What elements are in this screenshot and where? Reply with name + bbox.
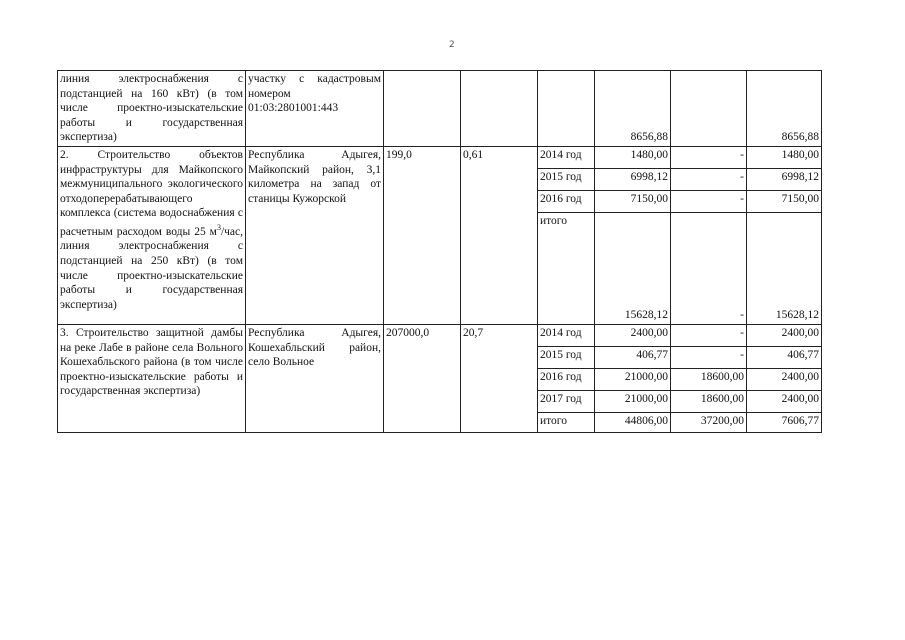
- amount-federal: -: [671, 324, 747, 346]
- investment-table: [57, 70, 822, 433]
- period-cell: [538, 71, 595, 147]
- object-name: 2. Строительство объектов инфраструктуры для Майкопского межмуниципального экологического отходоперерабатывающего комплекса (система водоснабжения с расчетным расходом воды 25 $м^3$/час, линия электроснабжения с подстанцией на 250 кВт) (в том числе проектно-изыскательские работы и государственная экспертиза): [58, 146, 246, 324]
- amount-regional: 8656,88: [747, 71, 822, 147]
- period-cell: 2014 год: [538, 324, 595, 346]
- extra-cell: [461, 71, 538, 147]
- period-cell: итого: [538, 412, 595, 432]
- table-row: [58, 71, 822, 147]
- object-location: Республика Адыгея, Кошехабльский район, село Вольное: [246, 324, 384, 432]
- amount-all: 15628,12: [595, 212, 671, 324]
- amount-all: 8656,88: [595, 71, 671, 147]
- amount-all: 406,77: [595, 346, 671, 368]
- amount-regional: 6998,12: [747, 168, 822, 190]
- amount-all: 44806,00: [595, 412, 671, 432]
- capacity-cell: 199,0: [384, 146, 461, 324]
- amount-regional: 7150,00: [747, 190, 822, 212]
- amount-regional: 406,77: [747, 346, 822, 368]
- amount-all: 21000,00: [595, 390, 671, 412]
- object-location: участку с кадастровым номером 01:03:2801001:443: [246, 71, 384, 147]
- period-cell: 2015 год: [538, 168, 595, 190]
- extra-cell: 0,61: [461, 146, 538, 324]
- amount-federal: [671, 71, 747, 147]
- amount-regional: 2400,00: [747, 324, 822, 346]
- amount-federal: -: [671, 168, 747, 190]
- table-row: [58, 146, 822, 168]
- amount-regional: 1480,00: [747, 146, 822, 168]
- period-cell: 2015 год: [538, 346, 595, 368]
- extra-cell: 20,7: [461, 324, 538, 432]
- amount-federal: 37200,00: [671, 412, 747, 432]
- amount-all: 21000,00: [595, 368, 671, 390]
- period-cell: 2016 год: [538, 190, 595, 212]
- period-cell: 2017 год: [538, 390, 595, 412]
- amount-federal: -: [671, 190, 747, 212]
- amount-regional: 2400,00: [747, 390, 822, 412]
- amount-federal: -: [671, 146, 747, 168]
- table-row: [58, 324, 822, 346]
- period-cell: 2014 год: [538, 146, 595, 168]
- amount-federal: -: [671, 346, 747, 368]
- amount-federal: -: [671, 212, 747, 324]
- page-number: 2: [449, 40, 455, 50]
- amount-all: 1480,00: [595, 146, 671, 168]
- amount-regional: 7606,77: [747, 412, 822, 432]
- object-name: 3. Строительство защитной дамбы на реке Лабе в районе села Вольного Кошехабльского района (в том числе проектно-изыскательские работы и государственная экспертиза): [58, 324, 246, 432]
- amount-all: 2400,00: [595, 324, 671, 346]
- amount-all: 6998,12: [595, 168, 671, 190]
- amount-all: 7150,00: [595, 190, 671, 212]
- capacity-cell: 207000,0: [384, 324, 461, 432]
- amount-federal: 18600,00: [671, 390, 747, 412]
- object-location: Республика Адыгея, Майкопский район, 3,1 километра на запад от станицы Кужорской: [246, 146, 384, 324]
- period-cell: 2016 год: [538, 368, 595, 390]
- amount-regional: 2400,00: [747, 368, 822, 390]
- object-name: линия электроснабжения с подстанцией на 160 кВт) (в том числе проектно-изыскательские работы и государственная экспертиза): [58, 71, 246, 147]
- period-cell: итого: [538, 212, 595, 324]
- capacity-cell: [384, 71, 461, 147]
- amount-regional: 15628,12: [747, 212, 822, 324]
- amount-federal: 18600,00: [671, 368, 747, 390]
